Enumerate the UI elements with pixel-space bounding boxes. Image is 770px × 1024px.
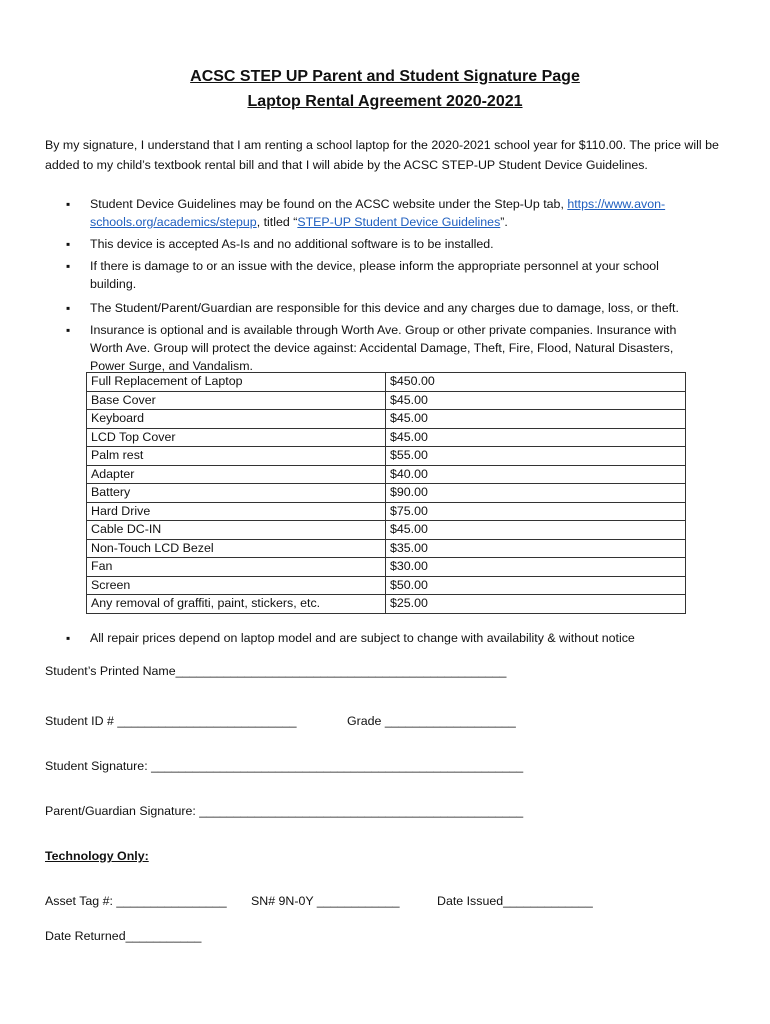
table-row [87,373,686,392]
price-item: Non-Touch LCD Bezel [87,539,386,558]
price-item: Full Replacement of Laptop [87,373,386,392]
page-title: ACSC STEP UP Parent and Student Signature Page [190,68,580,85]
price-item: Base Cover [87,391,386,410]
table-row [87,558,686,577]
page-subtitle: Laptop Rental Agreement 2020-2021 [247,93,523,110]
price-item: LCD Top Cover [87,428,386,447]
table-row [87,428,686,447]
stepup-url-link[interactable]: https://www.avon-schools.org/academics/stepup [90,197,666,229]
bullet-as-is: ▪ This device is accepted As-Is and no additional software is to be installed. [90,235,695,253]
table-row [87,521,686,540]
date-issued-field[interactable]: Date Issued_____________ [437,894,593,908]
table-row [87,576,686,595]
bullet-damage: ▪ If there is damage to or an issue with the device, please inform the appropriate personnel at your school building. [90,257,695,293]
serial-number-field[interactable]: SN# 9N-0Y ____________ [251,894,400,908]
price-value: $40.00 [386,465,686,484]
price-item: Palm rest [87,447,386,466]
table-row [87,539,686,558]
table-row [87,484,686,503]
bullet-repair-prices: ▪ All repair prices depend on laptop model and are subject to change with availability & without notice [90,629,695,647]
grade-field[interactable]: Grade ___________________ [347,714,516,728]
price-value: $35.00 [386,539,686,558]
asset-tag-field[interactable]: Asset Tag #: ________________ [45,894,227,908]
price-item: Keyboard [87,410,386,429]
bullet-guidelines-text: Student Device Guidelines may be found on the ACSC website under the Step-Up tab, [90,197,568,211]
price-value: $45.00 [386,410,686,429]
price-value: $45.00 [386,391,686,410]
student-name-field[interactable]: Student’s Printed Name________________________________________________ [45,664,507,678]
table-row [87,465,686,484]
guidelines-link[interactable]: STEP-UP Student Device Guidelines [297,215,501,229]
student-signature-field[interactable]: Student Signature: ______________________________________________________ [45,759,524,773]
parent-signature-field[interactable]: Parent/Guardian Signature: _______________________________________________ [45,804,524,818]
table-row [87,502,686,521]
intro-paragraph: By my signature, I understand that I am renting a school laptop for the 2020-2021 school year for $110.00. The price will be added to my child’s textbook rental bill and that I will abide by the ACSC STEP-UP Student Device Guidelines. [45,138,719,172]
price-value: $45.00 [386,521,686,540]
bullet-responsibility: ▪ The Student/Parent/Guardian are responsible for this device and any charges due to damage, loss, or theft. [90,299,695,317]
price-value: $50.00 [386,576,686,595]
price-item: Adapter [87,465,386,484]
table-row [87,410,686,429]
price-value: $30.00 [386,558,686,577]
date-returned-field[interactable]: Date Returned___________ [45,929,202,943]
table-row [87,595,686,614]
bullet-guidelines [90,195,695,231]
price-value: $90.00 [386,484,686,503]
price-item: Screen [87,576,386,595]
bullet-guidelines-mid: , titled “ [256,215,298,229]
price-item: Fan [87,558,386,577]
price-value: $25.00 [386,595,686,614]
technology-only-heading: Technology Only: [45,849,149,863]
student-id-field[interactable]: Student ID # __________________________ [45,714,297,728]
price-value: $45.00 [386,428,686,447]
repair-price-table [86,372,686,614]
table-row [87,391,686,410]
bullet-insurance: ▪ Insurance is optional and is available through Worth Ave. Group or other private companies. Insurance with Worth Ave. Group will protect the device against: Accidental Damage, Theft, Fire, Flood, Natural Disasters, Power Surge, and Vandalism. [90,321,695,375]
price-value: $450.00 [386,373,686,392]
price-item: Battery [87,484,386,503]
table-row [87,447,686,466]
price-item: Any removal of graffiti, paint, stickers, etc. [87,595,386,614]
price-item: Cable DC-IN [87,521,386,540]
price-value: $75.00 [386,502,686,521]
price-item: Hard Drive [87,502,386,521]
bullet-guidelines-end: ”. [500,215,508,229]
price-value: $55.00 [386,447,686,466]
